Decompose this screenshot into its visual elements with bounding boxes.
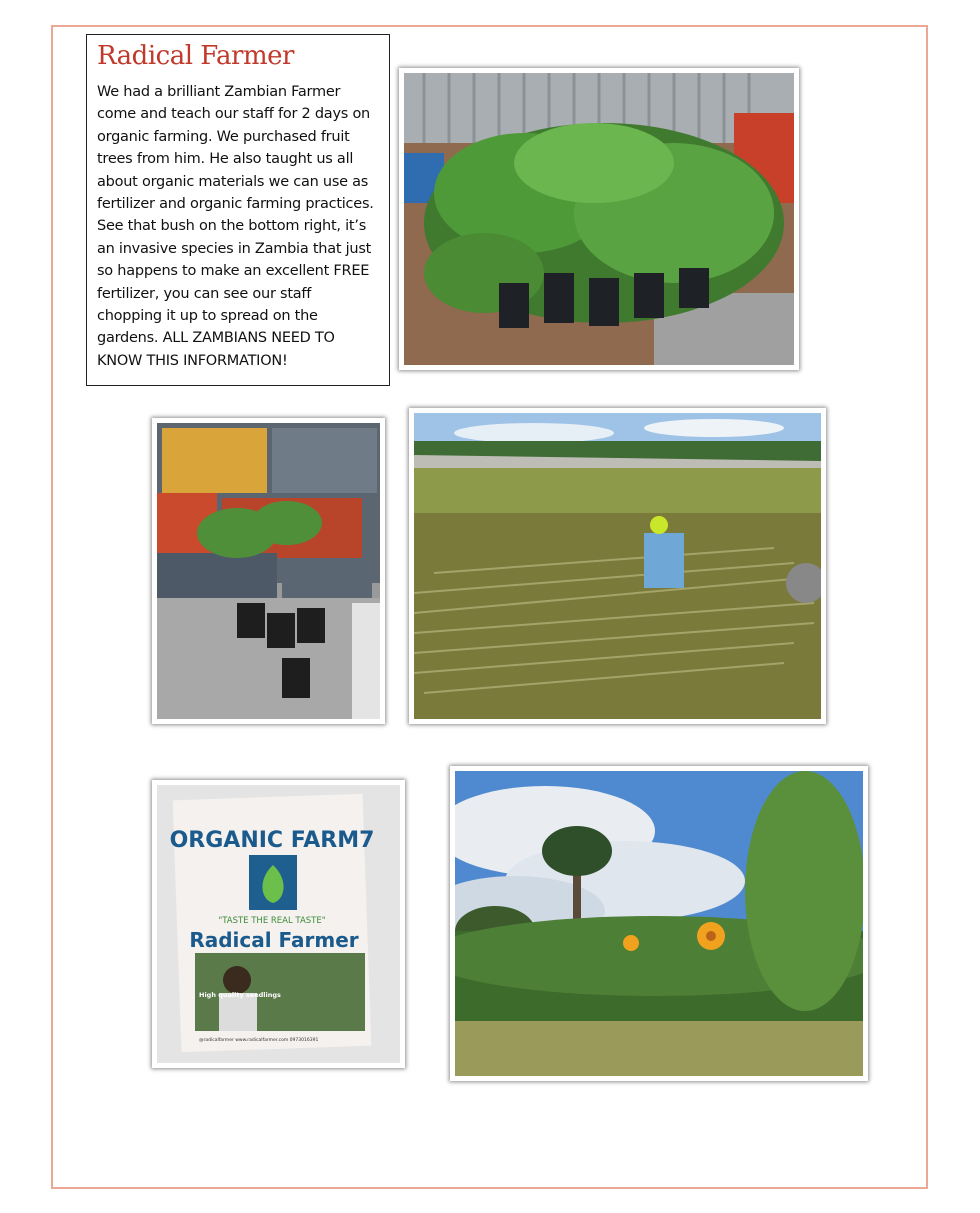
sign-slogan: "TASTE THE REAL TASTE" xyxy=(218,916,326,926)
potted-trees-image xyxy=(157,423,380,719)
photo-potted-trees xyxy=(152,418,385,724)
staff-chopping-image xyxy=(414,413,821,719)
invasive-bush-image xyxy=(455,771,863,1076)
sign-tagline: High quality seedlings xyxy=(199,991,281,999)
photo-farm-sign xyxy=(152,780,405,1068)
article-text-box xyxy=(86,34,390,386)
article-body: We had a brilliant Zambian Farmer come and teach our staff for 2 days on organic farming. We purchased fruit trees from him. He also taught us all about organic materials we can use as fertilizer and organic farming practices. See that bush on the bottom right, it’s an invasive species in Zambia that just so happens to make an excellent FREE fertilizer, you can see our staff chopping it up to spread on the gardens. ALL ZAMBIANS NEED TO KNOW THIS INFORMATION! xyxy=(97,84,374,369)
seedlings-image xyxy=(404,73,794,365)
photo-staff-chopping xyxy=(409,408,826,724)
photo-invasive-bush xyxy=(450,766,868,1081)
sign-brand: ORGANIC FARM7 xyxy=(169,828,375,853)
farm-sign-image xyxy=(157,785,400,1063)
sign-contact: @radicalfarmer www.radicalfarmer.com 0973016391 xyxy=(199,1038,319,1043)
sign-name: Radical Farmer xyxy=(189,928,359,952)
page-title: Radical Farmer xyxy=(97,41,294,71)
photo-seedlings xyxy=(399,68,799,370)
